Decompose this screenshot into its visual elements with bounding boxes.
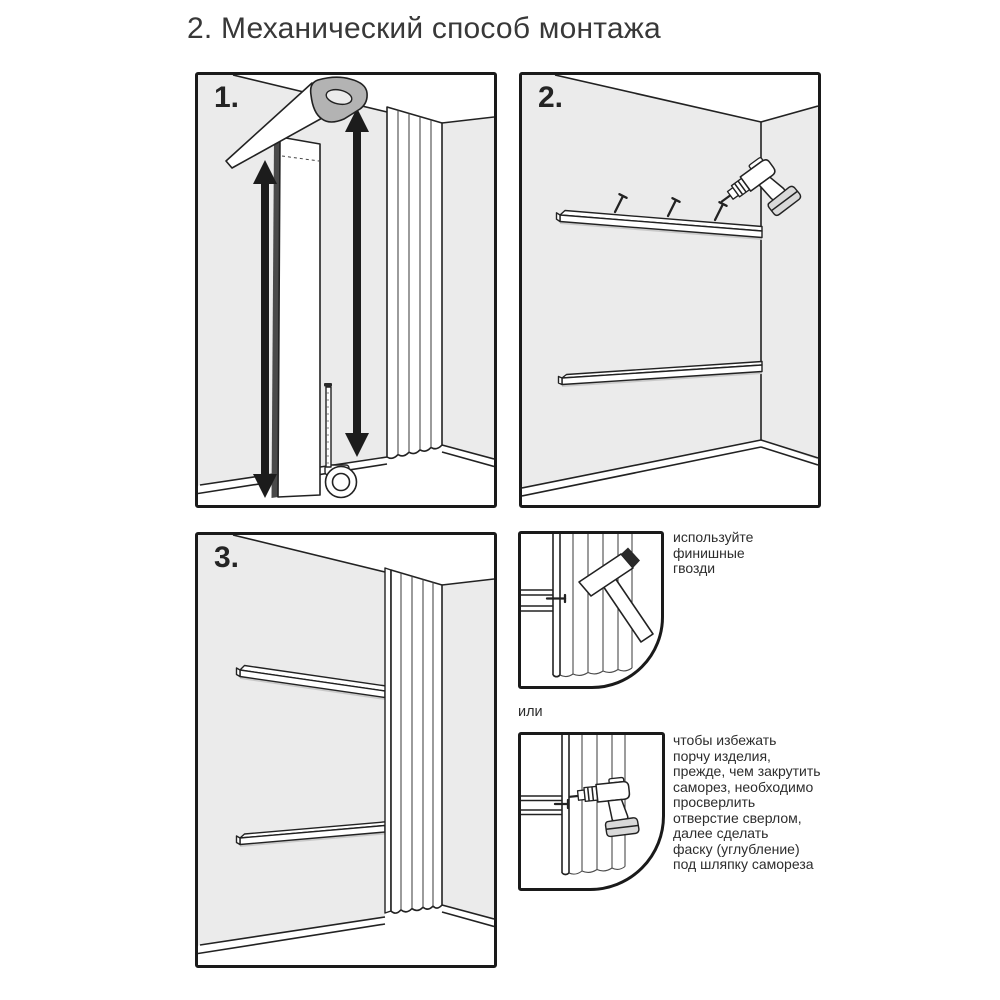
- note-line: финишные: [673, 544, 745, 561]
- nail-note: [673, 530, 833, 577]
- hammer-icon: [579, 548, 653, 643]
- slat-wall: [387, 107, 442, 458]
- note-line: далее сделать: [673, 825, 769, 841]
- slat-wall: [385, 568, 442, 913]
- measure-and-cut-scene: [198, 75, 494, 505]
- screw-closeup-panel: [518, 732, 665, 891]
- note-line: используйте: [673, 529, 754, 545]
- room-walls: [198, 535, 494, 954]
- or-label: или: [518, 704, 543, 720]
- note-line: под шляпку самореза: [673, 856, 814, 872]
- note-line: фаску (углубление): [673, 840, 800, 857]
- hammer-nail-scene: [521, 534, 661, 686]
- nail-closeup-panel: [518, 531, 664, 689]
- screw-note: [673, 733, 848, 873]
- note-line: отверстие сверлом,: [673, 809, 802, 826]
- cut-panel-board: [272, 137, 321, 498]
- nail-icon: [547, 595, 565, 602]
- mounted-panels-scene: [198, 535, 494, 965]
- note-line: прежде, чем закрутить: [673, 763, 821, 779]
- batten-edge: [521, 796, 562, 815]
- step-number: 3.: [214, 541, 240, 574]
- note-line: гвозди: [673, 560, 716, 576]
- step-1-panel: [195, 72, 497, 508]
- page-title: 2. Механический способ монтажа: [187, 12, 661, 45]
- batten-edge: [521, 590, 553, 611]
- drill-battens-scene: [522, 75, 818, 505]
- drill-icon: [568, 776, 639, 840]
- step-2-panel: [519, 72, 821, 508]
- step-number: 2.: [538, 81, 564, 114]
- step-number: 1.: [214, 81, 240, 114]
- note-line: чтобы избежать: [673, 732, 777, 748]
- room-walls: [522, 75, 818, 496]
- room-walls: [198, 75, 494, 494]
- note-line: порчу изделия,: [673, 747, 771, 764]
- note-line: саморез, необходимо: [673, 778, 814, 795]
- note-line: просверлить: [673, 794, 756, 810]
- step-3-panel: [195, 532, 497, 968]
- drill-screw-scene: [521, 735, 662, 888]
